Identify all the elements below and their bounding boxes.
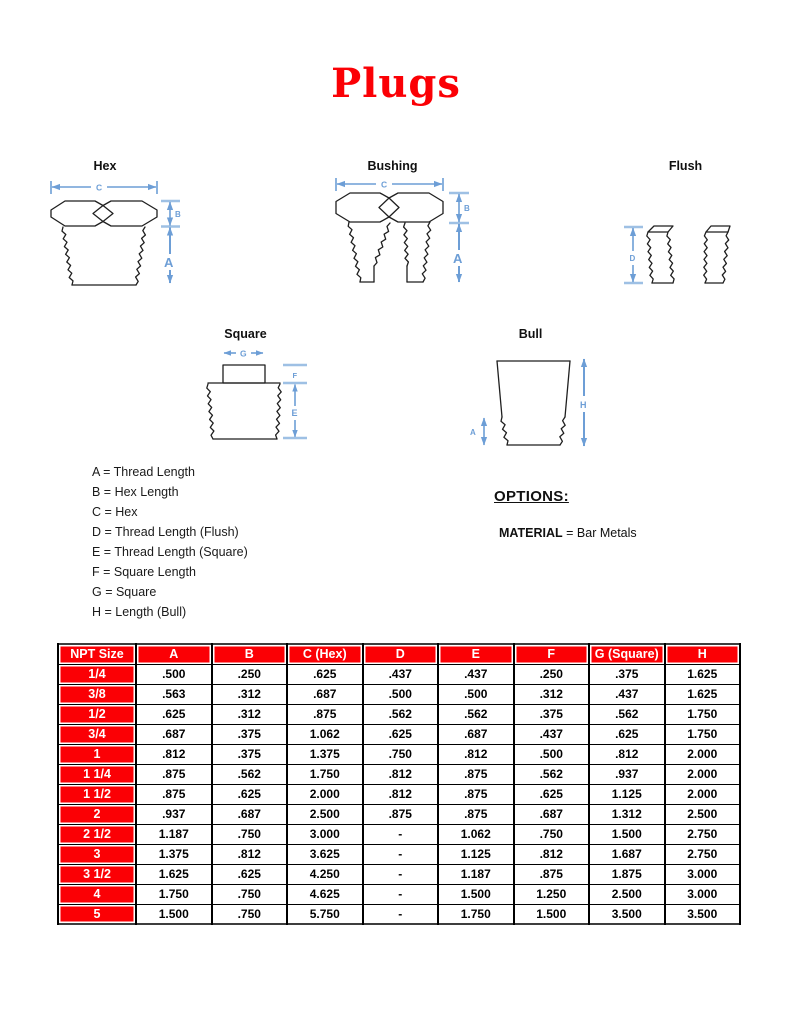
square-dim-label-g: G [240, 348, 247, 359]
table-row [58, 824, 740, 844]
value-cell: .625 [363, 724, 439, 744]
value-cell: .937 [589, 764, 665, 784]
bushing-diagram [330, 178, 475, 290]
value-cell: 2.750 [665, 844, 741, 864]
value-cell: .562 [212, 764, 288, 784]
flush-dim-label-d: D [629, 254, 636, 263]
value-cell: .812 [363, 764, 439, 784]
value-cell: .312 [212, 704, 288, 724]
value-cell: .875 [363, 804, 439, 824]
value-cell: 1.312 [589, 804, 665, 824]
value-cell: .937 [136, 804, 212, 824]
value-cell: .875 [136, 764, 212, 784]
value-cell: 4.625 [287, 884, 363, 904]
value-cell: .625 [136, 704, 212, 724]
value-cell: 2.000 [287, 784, 363, 804]
value-cell: .750 [363, 744, 439, 764]
value-cell: .437 [589, 684, 665, 704]
table-row [58, 744, 740, 764]
bull-diagram-heading: Bull [518, 327, 543, 341]
value-cell: 3.500 [665, 904, 741, 924]
value-cell: 1.875 [589, 864, 665, 884]
value-cell: .875 [136, 784, 212, 804]
value-cell: .687 [438, 724, 514, 744]
value-cell: .875 [438, 804, 514, 824]
table-row [58, 664, 740, 684]
table-row [58, 764, 740, 784]
value-cell: .625 [514, 784, 590, 804]
value-cell: .875 [438, 784, 514, 804]
table-row [58, 884, 740, 904]
value-cell: .562 [438, 704, 514, 724]
column-header: NPT Size [58, 644, 136, 664]
value-cell: 1.062 [287, 724, 363, 744]
value-cell: 1.687 [589, 844, 665, 864]
bull-dim-label-h: H [580, 400, 587, 410]
value-cell: .562 [589, 704, 665, 724]
table-row [58, 684, 740, 704]
value-cell: 2.000 [665, 764, 741, 784]
legend-item: C = Hex [92, 505, 138, 519]
npt-size-cell: 3 [58, 844, 136, 864]
value-cell: 1.187 [438, 864, 514, 884]
hex-dim-label-c: C [96, 182, 103, 193]
value-cell: .375 [589, 664, 665, 684]
table-row [58, 804, 740, 824]
value-cell: .750 [514, 824, 590, 844]
square-dim-label-f: F [292, 371, 298, 380]
hex-dim-label-a: A [164, 255, 174, 270]
npt-size-cell: 3 1/2 [58, 864, 136, 884]
value-cell: 1.750 [136, 884, 212, 904]
value-cell: .812 [136, 744, 212, 764]
value-cell: .500 [363, 684, 439, 704]
value-cell: 1.187 [136, 824, 212, 844]
value-cell: .625 [287, 664, 363, 684]
value-cell: .500 [438, 684, 514, 704]
value-cell: 1.750 [665, 724, 741, 744]
value-cell: .625 [212, 784, 288, 804]
square-diagram [195, 346, 320, 458]
square-diagram-heading: Square [224, 327, 267, 341]
value-cell: .750 [212, 824, 288, 844]
value-cell: .812 [589, 744, 665, 764]
material-line [499, 526, 637, 540]
value-cell: 2.000 [665, 784, 741, 804]
table-body [58, 664, 740, 924]
npt-size-cell: 2 [58, 804, 136, 824]
value-cell: .625 [212, 864, 288, 884]
value-cell: - [363, 824, 439, 844]
value-cell: 3.000 [665, 884, 741, 904]
options-heading: OPTIONS: [494, 488, 569, 505]
table-row [58, 784, 740, 804]
value-cell: 2.500 [665, 804, 741, 824]
value-cell: 3.625 [287, 844, 363, 864]
value-cell: .750 [212, 884, 288, 904]
npt-size-cell: 5 [58, 904, 136, 924]
column-header: D [363, 644, 439, 664]
column-header: H [665, 644, 741, 664]
column-header: F [514, 644, 590, 664]
value-cell: .500 [514, 744, 590, 764]
value-cell: .437 [438, 664, 514, 684]
npt-size-cell: 1 [58, 744, 136, 764]
square-dim-label-e: E [291, 408, 298, 418]
value-cell: 1.500 [514, 904, 590, 924]
value-cell: .812 [438, 744, 514, 764]
material-value: = Bar Metals [562, 526, 637, 540]
npt-size-cell: 3/4 [58, 724, 136, 744]
npt-size-cell: 1/2 [58, 704, 136, 724]
value-cell: .375 [212, 744, 288, 764]
legend-item: E = Thread Length (Square) [92, 545, 248, 559]
value-cell: 3.000 [287, 824, 363, 844]
value-cell: - [363, 904, 439, 924]
column-header: B [212, 644, 288, 664]
value-cell: 4.250 [287, 864, 363, 884]
value-cell: .750 [212, 904, 288, 924]
npt-size-cell: 4 [58, 884, 136, 904]
value-cell: 1.750 [665, 704, 741, 724]
npt-size-cell: 1 1/4 [58, 764, 136, 784]
npt-size-cell: 1 1/2 [58, 784, 136, 804]
npt-size-cell: 2 1/2 [58, 824, 136, 844]
hex-diagram-heading: Hex [93, 159, 117, 173]
npt-size-cell: 1/4 [58, 664, 136, 684]
hex-diagram [45, 180, 185, 292]
value-cell: 1.375 [136, 844, 212, 864]
value-cell: .812 [363, 784, 439, 804]
legend-item: D = Thread Length (Flush) [92, 525, 239, 539]
bull-dim-label-a: A [470, 428, 476, 437]
legend-item: H = Length (Bull) [92, 605, 187, 619]
value-cell: .437 [363, 664, 439, 684]
value-cell: .562 [363, 704, 439, 724]
legend-item: G = Square [92, 585, 157, 599]
value-cell: 1.625 [665, 664, 741, 684]
value-cell: .250 [212, 664, 288, 684]
value-cell: .687 [136, 724, 212, 744]
legend-item: A = Thread Length [92, 465, 195, 479]
value-cell: .563 [136, 684, 212, 704]
value-cell: 1.625 [665, 684, 741, 704]
value-cell: 2.750 [665, 824, 741, 844]
value-cell: .250 [514, 664, 590, 684]
bushing-dim-label-b: B [464, 204, 470, 213]
flush-diagram-heading: Flush [668, 159, 703, 173]
legend-item: B = Hex Length [92, 485, 179, 499]
value-cell: 1.062 [438, 824, 514, 844]
value-cell: .687 [212, 804, 288, 824]
value-cell: .562 [514, 764, 590, 784]
value-cell: 1.500 [589, 824, 665, 844]
value-cell: 3.000 [665, 864, 741, 884]
column-header: C (Hex) [287, 644, 363, 664]
value-cell: .875 [287, 704, 363, 724]
npt-size-cell: 3/8 [58, 684, 136, 704]
value-cell: 3.500 [589, 904, 665, 924]
column-header: A [136, 644, 212, 664]
value-cell: 1.125 [438, 844, 514, 864]
column-header: E [438, 644, 514, 664]
page-title: Plugs [331, 60, 461, 107]
table-row [58, 724, 740, 744]
value-cell: 2.500 [589, 884, 665, 904]
value-cell: .875 [514, 864, 590, 884]
value-cell: 1.375 [287, 744, 363, 764]
hex-dim-label-b: B [175, 210, 181, 219]
value-cell: - [363, 864, 439, 884]
value-cell: .437 [514, 724, 590, 744]
value-cell: - [363, 884, 439, 904]
bushing-dim-label-a: A [453, 251, 463, 266]
value-cell: 5.750 [287, 904, 363, 924]
value-cell: .687 [287, 684, 363, 704]
value-cell: 1.500 [136, 904, 212, 924]
value-cell: .312 [514, 684, 590, 704]
value-cell: .375 [514, 704, 590, 724]
bull-diagram [462, 346, 602, 461]
value-cell: .687 [514, 804, 590, 824]
value-cell: .500 [136, 664, 212, 684]
value-cell: 2.000 [665, 744, 741, 764]
table-row [58, 864, 740, 884]
dimension-legend [92, 462, 392, 622]
value-cell: 2.500 [287, 804, 363, 824]
value-cell: .875 [438, 764, 514, 784]
value-cell: 1.125 [589, 784, 665, 804]
value-cell: 1.500 [438, 884, 514, 904]
table-row [58, 704, 740, 724]
value-cell: .812 [514, 844, 590, 864]
legend-item: F = Square Length [92, 565, 196, 579]
value-cell: .312 [212, 684, 288, 704]
value-cell: 1.625 [136, 864, 212, 884]
material-label: MATERIAL [499, 526, 563, 540]
value-cell: 1.750 [438, 904, 514, 924]
table-row [58, 844, 740, 864]
table-row [58, 904, 740, 924]
value-cell: .625 [589, 724, 665, 744]
dimensions-table [57, 643, 741, 925]
table-header-row [58, 644, 740, 664]
dimensions-table-wrapper [57, 643, 741, 925]
flush-diagram [612, 220, 742, 298]
value-cell: - [363, 844, 439, 864]
column-header: G (Square) [589, 644, 665, 664]
value-cell: .812 [212, 844, 288, 864]
value-cell: 1.250 [514, 884, 590, 904]
value-cell: 1.750 [287, 764, 363, 784]
bushing-diagram-heading: Bushing [367, 159, 418, 173]
bushing-dim-label-c: C [381, 179, 388, 190]
value-cell: .375 [212, 724, 288, 744]
